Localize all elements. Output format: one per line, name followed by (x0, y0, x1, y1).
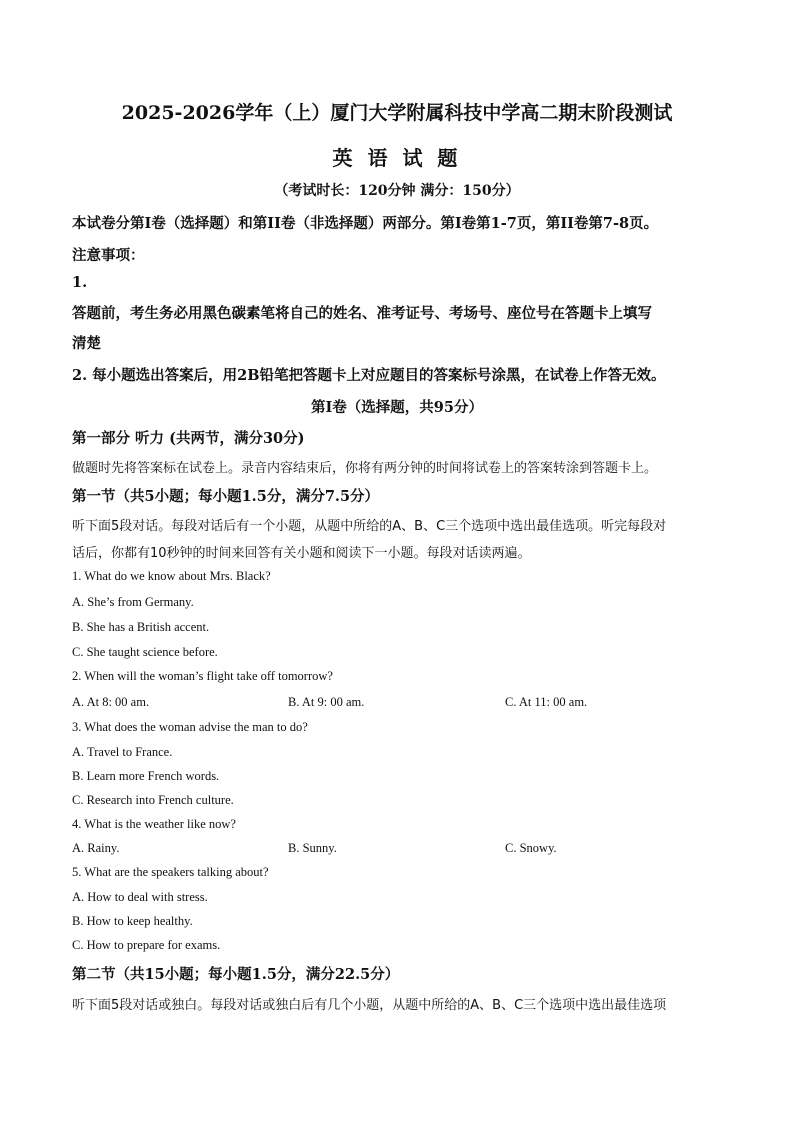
option-a: A. She’s from Germany. (72, 595, 194, 609)
paper-structure: 本试卷分第I卷（选择题）和第II卷（非选择题）两部分。第I卷第1-7页，第II卷第7-8页。 (72, 215, 659, 232)
option-b: B. Sunny. (288, 841, 337, 855)
option-a: A. Rainy. (72, 841, 120, 855)
part-1-note: 做题时先将答案标在试卷上。录音内容结束后，你将有两分钟的时间将试卷上的答案转涂到答题卡上。 (72, 461, 658, 476)
option-b: B. At 9: 00 am. (288, 695, 365, 709)
section-1-instruction-line-2: 话后，你都有10秒钟的时间来回答有关小题和阅读下一小题。每段对话读两遍。 (72, 546, 531, 561)
note-1-number: 1. (72, 274, 88, 291)
question-stem: 5. What are the speakers talking about? (72, 865, 269, 879)
option-a: A. Travel to France. (72, 745, 173, 759)
option-c: C. Snowy. (505, 841, 557, 855)
subject-title: 英 语 试 题 (332, 146, 462, 170)
option-b: B. She has a British accent. (72, 620, 210, 634)
option-c: C. At 11: 00 am. (505, 695, 588, 709)
question-stem: 1. What do we know about Mrs. Black? (72, 569, 271, 583)
option-c: C. She taught science before. (72, 645, 218, 659)
note-1-line-1: 答题前，考生务必用黑色碳素笔将自己的姓名、准考证号、考场号、座位号在答题卡上填写 (72, 305, 652, 322)
section-2-instruction-line-1: 听下面5段对话或独白。每段对话或独白后有几个小题，从题中所给的A、B、C三个选项中选出最佳选项 (72, 998, 667, 1013)
note-2: 2. 每小题选出答案后，用2B铅笔把答题卡上对应题目的答案标号涂黑，在试卷上作答无效。 (72, 367, 666, 384)
option-c: C. How to prepare for exams. (72, 938, 221, 952)
section-2-title: 第二节（共15小题；每小题1.5分，满分22.5分） (72, 966, 400, 983)
section-1-title: 第一节（共5小题；每小题1.5分，满分7.5分） (72, 488, 380, 505)
notes-heading: 注意事项： (72, 247, 145, 264)
exam-title: 2025-2026学年（上）厦门大学附属科技中学高二期末阶段测试 (121, 102, 673, 124)
option-a: A. At 8: 00 am. (72, 695, 150, 709)
question-stem: 3. What does the woman advise the man to do? (72, 720, 308, 734)
note-1-line-2: 清楚 (72, 335, 101, 352)
option-c: C. Research into French culture. (72, 793, 234, 807)
option-b: B. How to keep healthy. (72, 914, 193, 928)
section-1-instruction-line-1: 听下面5段对话。每段对话后有一个小题，从题中所给的A、B、C三个选项中选出最佳选项。听完每段对 (72, 519, 667, 534)
option-b: B. Learn more French words. (72, 769, 220, 783)
volume-1-title: 第I卷（选择题，共95分） (311, 399, 483, 416)
question-stem: 2. When will the woman’s flight take off tomorrow? (72, 669, 333, 683)
part-1-title: 第一部分 听力 (共两节，满分30分) (72, 430, 305, 447)
question-stem: 4. What is the weather like now? (72, 817, 236, 831)
option-a: A. How to deal with stress. (72, 890, 208, 904)
exam-info: （考试时长：120分钟 满分：150分） (274, 183, 520, 199)
